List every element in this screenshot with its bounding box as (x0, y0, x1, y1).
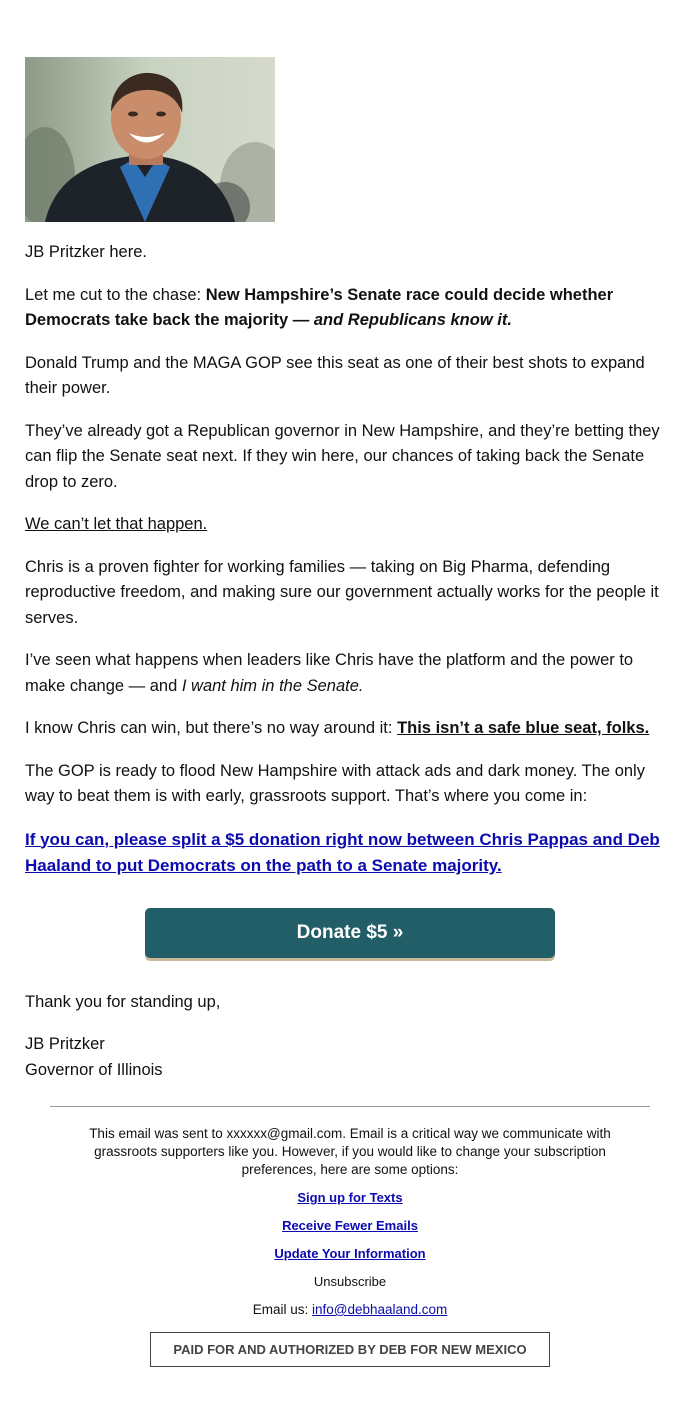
portrait-icon (25, 57, 275, 222)
p7-bold-underlined: This isn’t a safe blue seat, folks. (397, 719, 650, 737)
p1-bold-italic: and Republicans know it. (313, 311, 512, 329)
p6-italic: I want him in the Senate. (181, 676, 364, 695)
paragraph-8: The GOP is ready to flood New Hampshire with attack ads and dark money. The only way to beat them is with early, grassroots support. That’s where you come in: (25, 761, 645, 805)
p6-lead: I’ve seen what happens when leaders like Chris have the platform and the power to make change — and (25, 651, 634, 695)
portrait-photo (25, 57, 275, 222)
p7-lead: I know Chris can win, but there’s no way around it: (25, 719, 398, 737)
sent-notice: This email was sent to xxxxxx@gmail.com. Email is a critical way we communicate with grassroots supporters like you. However, if you would like to change your subscription preferences, here are some options: (89, 1126, 611, 1177)
paragraph-2: Donald Trump and the MAGA GOP see this seat as one of their best shots to expand their power. (25, 353, 645, 397)
donate-button-container (25, 908, 675, 958)
paid-for-disclaimer: PAID FOR AND AUTHORIZED BY DEB FOR NEW MEXICO (150, 1332, 550, 1367)
sign-up-texts-link[interactable]: Sign up for Texts (297, 1190, 403, 1205)
unsubscribe-link[interactable]: Unsubscribe (313, 1274, 387, 1289)
email-footer (50, 1106, 650, 1367)
signoff-thanks: Thank you for standing up, (25, 992, 221, 1011)
signature (25, 990, 675, 1084)
paragraph-5: Chris is a proven fighter for working families — taking on Big Pharma, defending reproductive freedom, and making sure our government actually works for the people it serves. (25, 557, 659, 627)
signoff-name: JB Pritzker (25, 1035, 105, 1053)
paragraph-1 (25, 283, 675, 334)
donation-ask-link[interactable]: If you can, please split a $5 donation right now between Chris Pappas and Deb Haaland to put Democrats on the path to a Senate majority. (25, 829, 660, 875)
paragraph-4 (25, 512, 675, 538)
paragraph-ask (25, 827, 675, 880)
donate-button[interactable]: Donate $5 » (145, 908, 555, 958)
paragraph-7 (25, 716, 675, 742)
greeting: JB Pritzker here. (25, 243, 147, 261)
email-body (25, 240, 675, 1083)
p4-underlined: We can’t let that happen. (25, 515, 208, 533)
signoff-title: Governor of Illinois (25, 1060, 163, 1079)
paragraph-6 (25, 648, 675, 699)
email-us-link[interactable]: info@debhaaland.com (311, 1302, 448, 1317)
fewer-emails-link[interactable]: Receive Fewer Emails (282, 1218, 418, 1233)
email-us-label: Email us: (252, 1302, 312, 1317)
paragraph-3: They’ve already got a Republican governor in New Hampshire, and they’re betting they can flip the Senate seat next. If they win here, our chances of taking back the Senate drop to zero. (25, 421, 660, 491)
p1-lead: Let me cut to the chase: (25, 285, 206, 304)
p1-bold: New Hampshire’s Senate race could decide whether Democrats take back the majority — (25, 285, 614, 329)
update-info-link[interactable]: Update Your Information (274, 1246, 426, 1261)
email-us-line (50, 1301, 650, 1319)
